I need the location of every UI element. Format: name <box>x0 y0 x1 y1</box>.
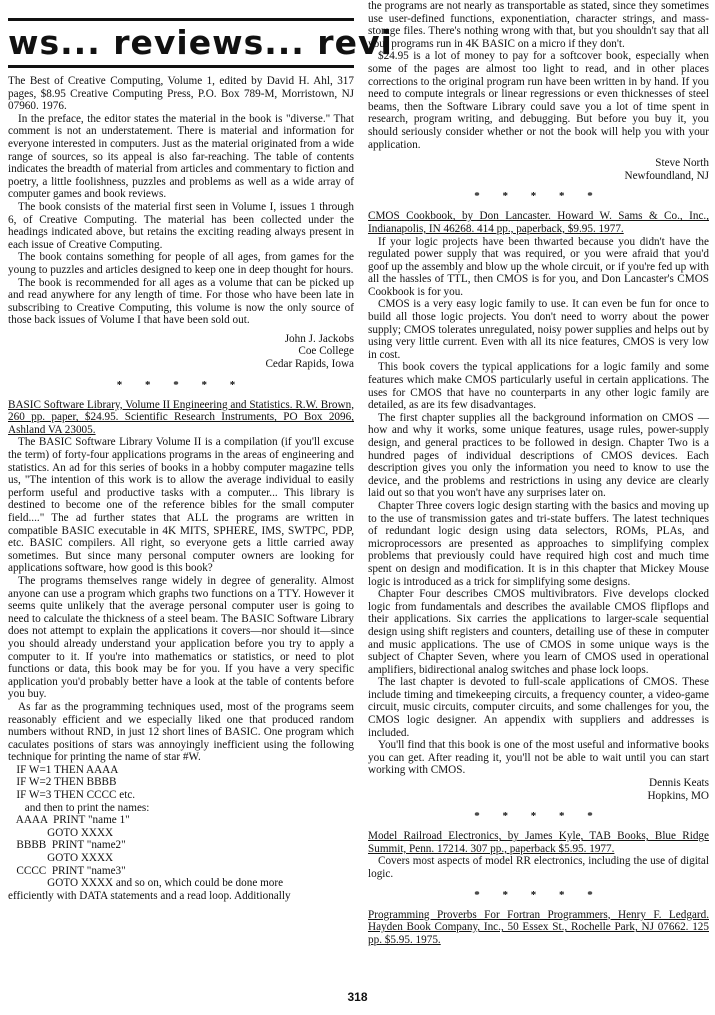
code-line: IF W=1 THEN AAAA <box>8 763 119 776</box>
code-line: IF W=3 THEN CCCC etc. <box>8 789 136 802</box>
review-citation-cmos-cookbook: CMOS Cookbook, by Don Lancaster. Howard W. Sams & Co., Inc., Indianapolis, IN 46268. 414 pp., paperback, $9.95. 1977. <box>368 210 709 235</box>
review-paragraph: The first chapter supplies all the background information on CMOS — how and why it works, some unique features, usage rules, power-supply design, and general practices to be followed in design. Chapter Two is a hundred pages of individual descriptions of CMOS devices. Each description gives you only the information you need to know to use the device, and the problems and restrictions in using any device are clearly laid out so that you won't have any surprises later on. <box>368 411 709 500</box>
review-paragraph: The BASIC Software Library Volume II is a compilation (if you'll excuse the term) of forty-four applications programs in the areas of engineering and statistics. An ad for this series of books in a hobby computer magazine tells us, "The intention of this work is to allow the average individual to easily perform useful and productive tasks with a computer... This library is destined to become one of the reference bibles for the small computer field...." The ad further states that ALL the programs are written in compatible BASIC executable in 4K MITS, SPHERE, IMS, SWTPC, PDP, etc. BASIC compilers. All right, so everyone gets a little carried away sometimes. But since many personal computer owners are looking for applications software, how good is this book? <box>8 436 354 575</box>
review-paragraph: The last chapter is devoted to full-scale applications of CMOS. These include timing and timekeeping circuits, a frequency counter, a video-game circuit, music circuits, computer circuits, and some challenges for you, the CMOS logic designer. An appendix with suppliers and addresses is included. <box>368 676 709 739</box>
reviewer-name: John J. Jackobs <box>284 332 354 345</box>
reviewer-name: Dennis Keats <box>649 777 709 790</box>
review-citation-best-of-creative-computing: The Best of Creative Computing, Volume 1, edited by David H. Ahl, 317 pages, $8.95 Creative Computing Press, P.O. Box 789-M, Morristown, NJ 07960. 1976. <box>8 75 354 113</box>
review-paragraph: The programs themselves range widely in degree of generality. Almost anyone can use a program which graphs two functions on a TTY. However it seems quite unlikely that the average personal computer user is going to need to calculate the thickness of a steel beam. The BASIC Software Library does not attempt to explain the applications it covers—nor should it—since you should already understand your application before you try to apply a computer to it. If you're into mathematics or statistics, or need to plot functions or data, this book may be for you. If you have a very specific application you'd probably better have a look at the table of contents before you buy. <box>8 574 354 701</box>
review-citation-model-railroad-electronics: Model Railroad Electronics, by James Kyle, TAB Books, Blue Ridge Summit, Penn. 17214. 307 pp., paperback $5.95. 1977. <box>368 830 709 855</box>
review-citation-programming-proverbs: Programming Proverbs For Fortran Programmers, Henry F. Ledgard. Hayden Book Company, Inc., 50 Essex St., Rochelle Park, NJ 07662. 125 pp. $5.95. 1975. <box>368 908 709 946</box>
code-line: and then to print the names: <box>8 801 150 814</box>
section-divider-stars: * * * * * <box>474 190 603 203</box>
section-banner: ws... reviews... revi <box>8 18 354 68</box>
review-paragraph: Chapter Four describes CMOS multivibrators. Five develops clocked logic from fundamentals and describes the available CMOS flipflops and their applications. Six carries the applications to larger-scale sequential design using shift registers and counters, detailing use of these in computer and music applications. The use of CMOS in some unique ways is the subject of Chapter Seven, where you learn of CMOS used in operational amplifiers, bidirectional analog switches and phase lock loops. <box>368 588 709 676</box>
section-divider-stars: * * * * * <box>116 378 246 391</box>
review-paragraph: The book consists of the material first seen in Volume I, issues 1 through 6, of Creative Computing. The material has been collected under the headings indicated above, but retains the exciting reading always present in each issue of Creative Computing. <box>8 200 354 251</box>
review-paragraph: As far as the programming techniques used, most of the programs seem reasonably efficient and we especially liked one that produced random numbers without RND, in just 12 short lines of BASIC. One program which caculates positions of stars was annoyingly inefficient using the following technique for printing the name of star #W. <box>8 700 354 764</box>
code-line: CCCC PRINT "name3" <box>8 864 126 877</box>
left-column <box>8 0 393 902</box>
review-paragraph: Covers most aspects of model RR electronics, including the use of digital logic. <box>368 855 709 880</box>
right-column <box>368 0 709 946</box>
review-paragraph: You'll find that this book is one of the most useful and informative books you can get. After reading it, you'll not be able to wait until you can start working with CMOS. <box>368 739 709 777</box>
basic-code-listing <box>8 764 354 890</box>
review-paragraph: the programs are not nearly as transportable as stated, since they sometimes use user-defined functions, exponentiation, character strings, and mass-storage files. There's nothing wrong with that, but you shouldn't say that all your programs run in 4K BASIC on a micro if they don't. <box>368 0 709 50</box>
review-paragraph: If your logic projects have been thwarted because you didn't have the regulated power supply that was required, or you were afraid that you'd goof up the assembly and blow up the whole circuit, or if you're fed up with all the hassles of TTL, then CMOS is for you, and Don Lancaster's CMOS Cookbook is for you. <box>368 235 709 298</box>
code-line: GOTO XXXX and so on, which could be done more <box>8 877 284 890</box>
section-divider-stars: * * * * * <box>474 810 603 823</box>
review-paragraph: $24.95 is a lot of money to pay for a softcover book, especially when some of the pages are almost too light to read, and in other places corrections to the original program run have been written in by hand. If you need to compute integrals or linear regressions or even thicknesses of steel beams, then the Software Library could save you a lot of time spent in research, program writing, and debugging. But before you buy it, you should seriously consider whether or not the book will help you with your application. <box>368 50 709 151</box>
page-number: 318 <box>347 990 368 1004</box>
review-paragraph: This book covers the typical applications for a logic family and some features which make CMOS particularly useful in certain applications. The uses for CMOS that have no counterparts in any other logic family are detailed, as are its few disadvantages. <box>368 361 709 412</box>
reviewer-location: Newfoundland, NJ <box>624 169 709 182</box>
reviewer-location: Cedar Rapids, Iowa <box>265 358 354 371</box>
review-paragraph: Chapter Three covers logic design starting with the basics and moving up to the use of transmission gates and tri-state buffers. The latest techniques of redundant logic design using data selectors, ROMs, PLAs, and microprocessors are presented as approaches to simplifying complex problems that previously could have required high cost and much time spent on design and modification. It is in this chapter that Mickey Mouse logic is introduced as a trick for simplifying some designs. <box>368 499 709 588</box>
section-divider-stars: * * * * * <box>474 888 603 901</box>
review-paragraph: The book contains something for people of all ages, from games for the young to puzzles and articles designed to keep one in deep thought for hours. <box>8 251 354 276</box>
review-paragraph: In the preface, the editor states the material in the book is "diverse." That comment is not an understatement. There is material and information for everyone interested in computers. Just as the material originated from a wide range of sources, so its appeal is also far-reaching. The table of contents indicates the breadth of material from articles and commentary to fiction and poetry, a little foolishness, puzzles and problems as well as a wide array of computer games and book reviews. <box>8 112 354 201</box>
reviewer-affiliation: Coe College <box>298 345 354 358</box>
review-paragraph: CMOS is a very easy logic family to use. It can even be fun for once to build all those logic projects. You don't need to worry about the power supply; CMOS tolerates unregulated, noisy power supplies and helps out by using very little current. Even with all its nice features, CMOS is very low in cost. <box>368 298 709 361</box>
reviewer-name: Steve North <box>655 157 709 170</box>
code-line: AAAA PRINT "name 1" <box>8 814 130 827</box>
review-paragraph: The book is recommended for all ages as a volume that can be picked up and read anywhere for any length of time. For those who have been late in subscribing to Creative Computing, this volume is now the only source of those back issues of Volume I that have been sold out. <box>8 276 354 327</box>
code-line: GOTO XXXX <box>8 852 114 865</box>
code-line: GOTO XXXX <box>8 826 114 839</box>
review-citation-basic-software-library: BASIC Software Library, Volume II Engineering and Statistics. R.W. Brown, 260 pp. paper, $24.95. Scientific Research Instruments, PO Box 2096, Ashland VA 23005. <box>8 398 354 436</box>
reviewer-location: Hopkins, MO <box>647 789 709 802</box>
code-line: IF W=2 THEN BBBB <box>8 776 117 789</box>
review-paragraph: efficiently with DATA statements and a read loop. Additionally <box>8 889 291 902</box>
code-line: BBBB PRINT "name2" <box>8 839 126 852</box>
